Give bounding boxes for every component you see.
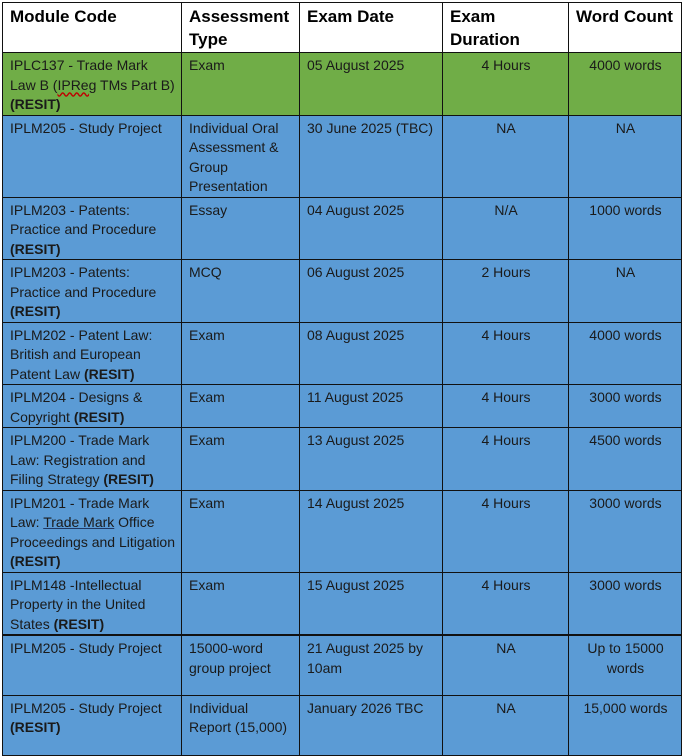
- exam-date-cell: 06 August 2025: [300, 260, 443, 323]
- module-name: IPLM201 - Trade Mark Law:: [10, 494, 150, 530]
- table-row: [3, 695, 682, 755]
- table-row: [3, 53, 682, 116]
- header-assessment-type: Assessment Type: [182, 3, 300, 53]
- module-code-cell: [3, 322, 182, 385]
- header-word-count: Word Count: [569, 3, 682, 53]
- word-count-cell: 4000 words: [569, 53, 682, 116]
- resit-tag: (RESIT): [103, 471, 154, 487]
- assessment-type-cell: Exam: [182, 53, 300, 116]
- word-count-cell: 4000 words: [569, 322, 682, 385]
- exam-date-cell: 13 August 2025: [300, 428, 443, 491]
- resit-tag: (RESIT): [83, 365, 135, 382]
- exam-duration-cell: 4 Hours: [443, 428, 569, 491]
- exam-duration-cell: N/A: [443, 197, 569, 260]
- table-row: [3, 197, 682, 260]
- assessment-type-cell: Essay: [182, 197, 300, 260]
- exam-duration-cell: 2 Hours: [443, 260, 569, 323]
- module-name: IPLM202 - Patent Law: British and European Patent Law: [10, 326, 153, 382]
- table-row: [3, 322, 682, 385]
- exam-duration-cell: 4 Hours: [443, 490, 569, 572]
- module-name: Office Proceedings and Litigation: [10, 514, 176, 550]
- resit-tag: (RESIT): [10, 96, 61, 112]
- module-name: IPLM203 - Patents: Practice and Procedure: [10, 264, 157, 300]
- exam-duration-cell: NA: [443, 695, 569, 755]
- exam-date-cell: 08 August 2025: [300, 322, 443, 385]
- module-code-cell: [3, 490, 182, 572]
- exam-duration-cell: 4 Hours: [443, 572, 569, 635]
- module-code-cell: [3, 385, 182, 428]
- table-row: [3, 115, 682, 197]
- module-name: IPLM204 - Designs & Copyright: [10, 389, 143, 425]
- word-count-cell: NA: [569, 260, 682, 323]
- assessment-type-cell: 15000-word group project: [182, 635, 300, 695]
- module-name: IPLC137 - Trade Mark Law B (: [10, 57, 148, 93]
- word-count-cell: NA: [569, 115, 682, 197]
- table-row: [3, 635, 682, 695]
- exam-duration-cell: 4 Hours: [443, 322, 569, 385]
- table-row: [3, 572, 682, 635]
- module-code-cell: IPLM205 - Study Project: [3, 115, 182, 197]
- exam-date-cell: 30 June 2025 (TBC): [300, 115, 443, 197]
- header-exam-date: Exam Date: [300, 3, 443, 53]
- word-count-cell: Up to 15000 words: [569, 635, 682, 695]
- word-count-cell: 1000 words: [569, 197, 682, 260]
- word-count-cell: 3000 words: [569, 490, 682, 572]
- assessment-type-cell: Exam: [182, 385, 300, 428]
- exam-date-cell: 21 August 2025 by 10am: [300, 635, 443, 695]
- assessment-type-cell: Exam: [182, 428, 300, 491]
- assessment-type-cell: Individual Report (15,000): [182, 695, 300, 755]
- assessment-type-cell: MCQ: [182, 260, 300, 323]
- module-name: IPLM148 -Intellectual Property in the United States: [10, 576, 146, 632]
- exam-date-cell: January 2026 TBC: [300, 695, 443, 755]
- module-code-cell: [3, 53, 182, 116]
- module-name: TMs Part B): [96, 76, 175, 93]
- exam-date-cell: 05 August 2025: [300, 53, 443, 116]
- assessment-type-cell: Exam: [182, 572, 300, 635]
- header-row: [3, 3, 682, 53]
- assessment-type-cell: Individual Oral Assessment & Group Presentation: [182, 115, 300, 197]
- assessment-type-cell: Exam: [182, 490, 300, 572]
- exam-duration-cell: 4 Hours: [443, 53, 569, 116]
- exam-date-cell: 14 August 2025: [300, 490, 443, 572]
- word-count-cell: 4500 words: [569, 428, 682, 491]
- assessment-type-cell: Exam: [182, 322, 300, 385]
- exam-date-cell: 04 August 2025: [300, 197, 443, 260]
- table-row: [3, 385, 682, 428]
- assessment-schedule-table: [2, 2, 682, 756]
- module-code-cell: IPLM205 - Study Project: [3, 635, 182, 695]
- module-name: IPLM200 - Trade Mark Law: Registration and Filing Strategy: [10, 432, 150, 487]
- table-row: [3, 428, 682, 491]
- exam-duration-cell: NA: [443, 115, 569, 197]
- module-link-text[interactable]: Trade Mark: [43, 514, 115, 530]
- resit-tag: (RESIT): [53, 615, 105, 632]
- module-code-cell: [3, 260, 182, 323]
- resit-tag: (RESIT): [73, 408, 125, 425]
- word-count-cell: 15,000 words: [569, 695, 682, 755]
- module-code-cell: [3, 197, 182, 260]
- resit-tag: (RESIT): [10, 240, 61, 257]
- word-count-cell: 3000 words: [569, 572, 682, 635]
- module-code-cell: [3, 572, 182, 635]
- resit-tag: (RESIT): [10, 303, 61, 319]
- header-module-code: Module Code: [3, 3, 182, 53]
- table-row: [3, 260, 682, 323]
- module-name: IPLM203 - Patents: Practice and Procedure: [10, 201, 157, 237]
- resit-tag: (RESIT): [10, 553, 61, 569]
- exam-duration-cell: 4 Hours: [443, 385, 569, 428]
- word-count-cell: 3000 words: [569, 385, 682, 428]
- table-row: [3, 490, 682, 572]
- spellcheck-word: IPReg: [57, 76, 97, 93]
- resit-tag: (RESIT): [10, 719, 61, 735]
- exam-duration-cell: NA: [443, 635, 569, 695]
- module-code-cell: [3, 428, 182, 491]
- exam-date-cell: 15 August 2025: [300, 572, 443, 635]
- header-exam-duration: Exam Duration: [443, 3, 569, 53]
- exam-date-cell: 11 August 2025: [300, 385, 443, 428]
- module-code-cell: [3, 695, 182, 755]
- module-name: IPLM205 - Study Project: [10, 699, 162, 716]
